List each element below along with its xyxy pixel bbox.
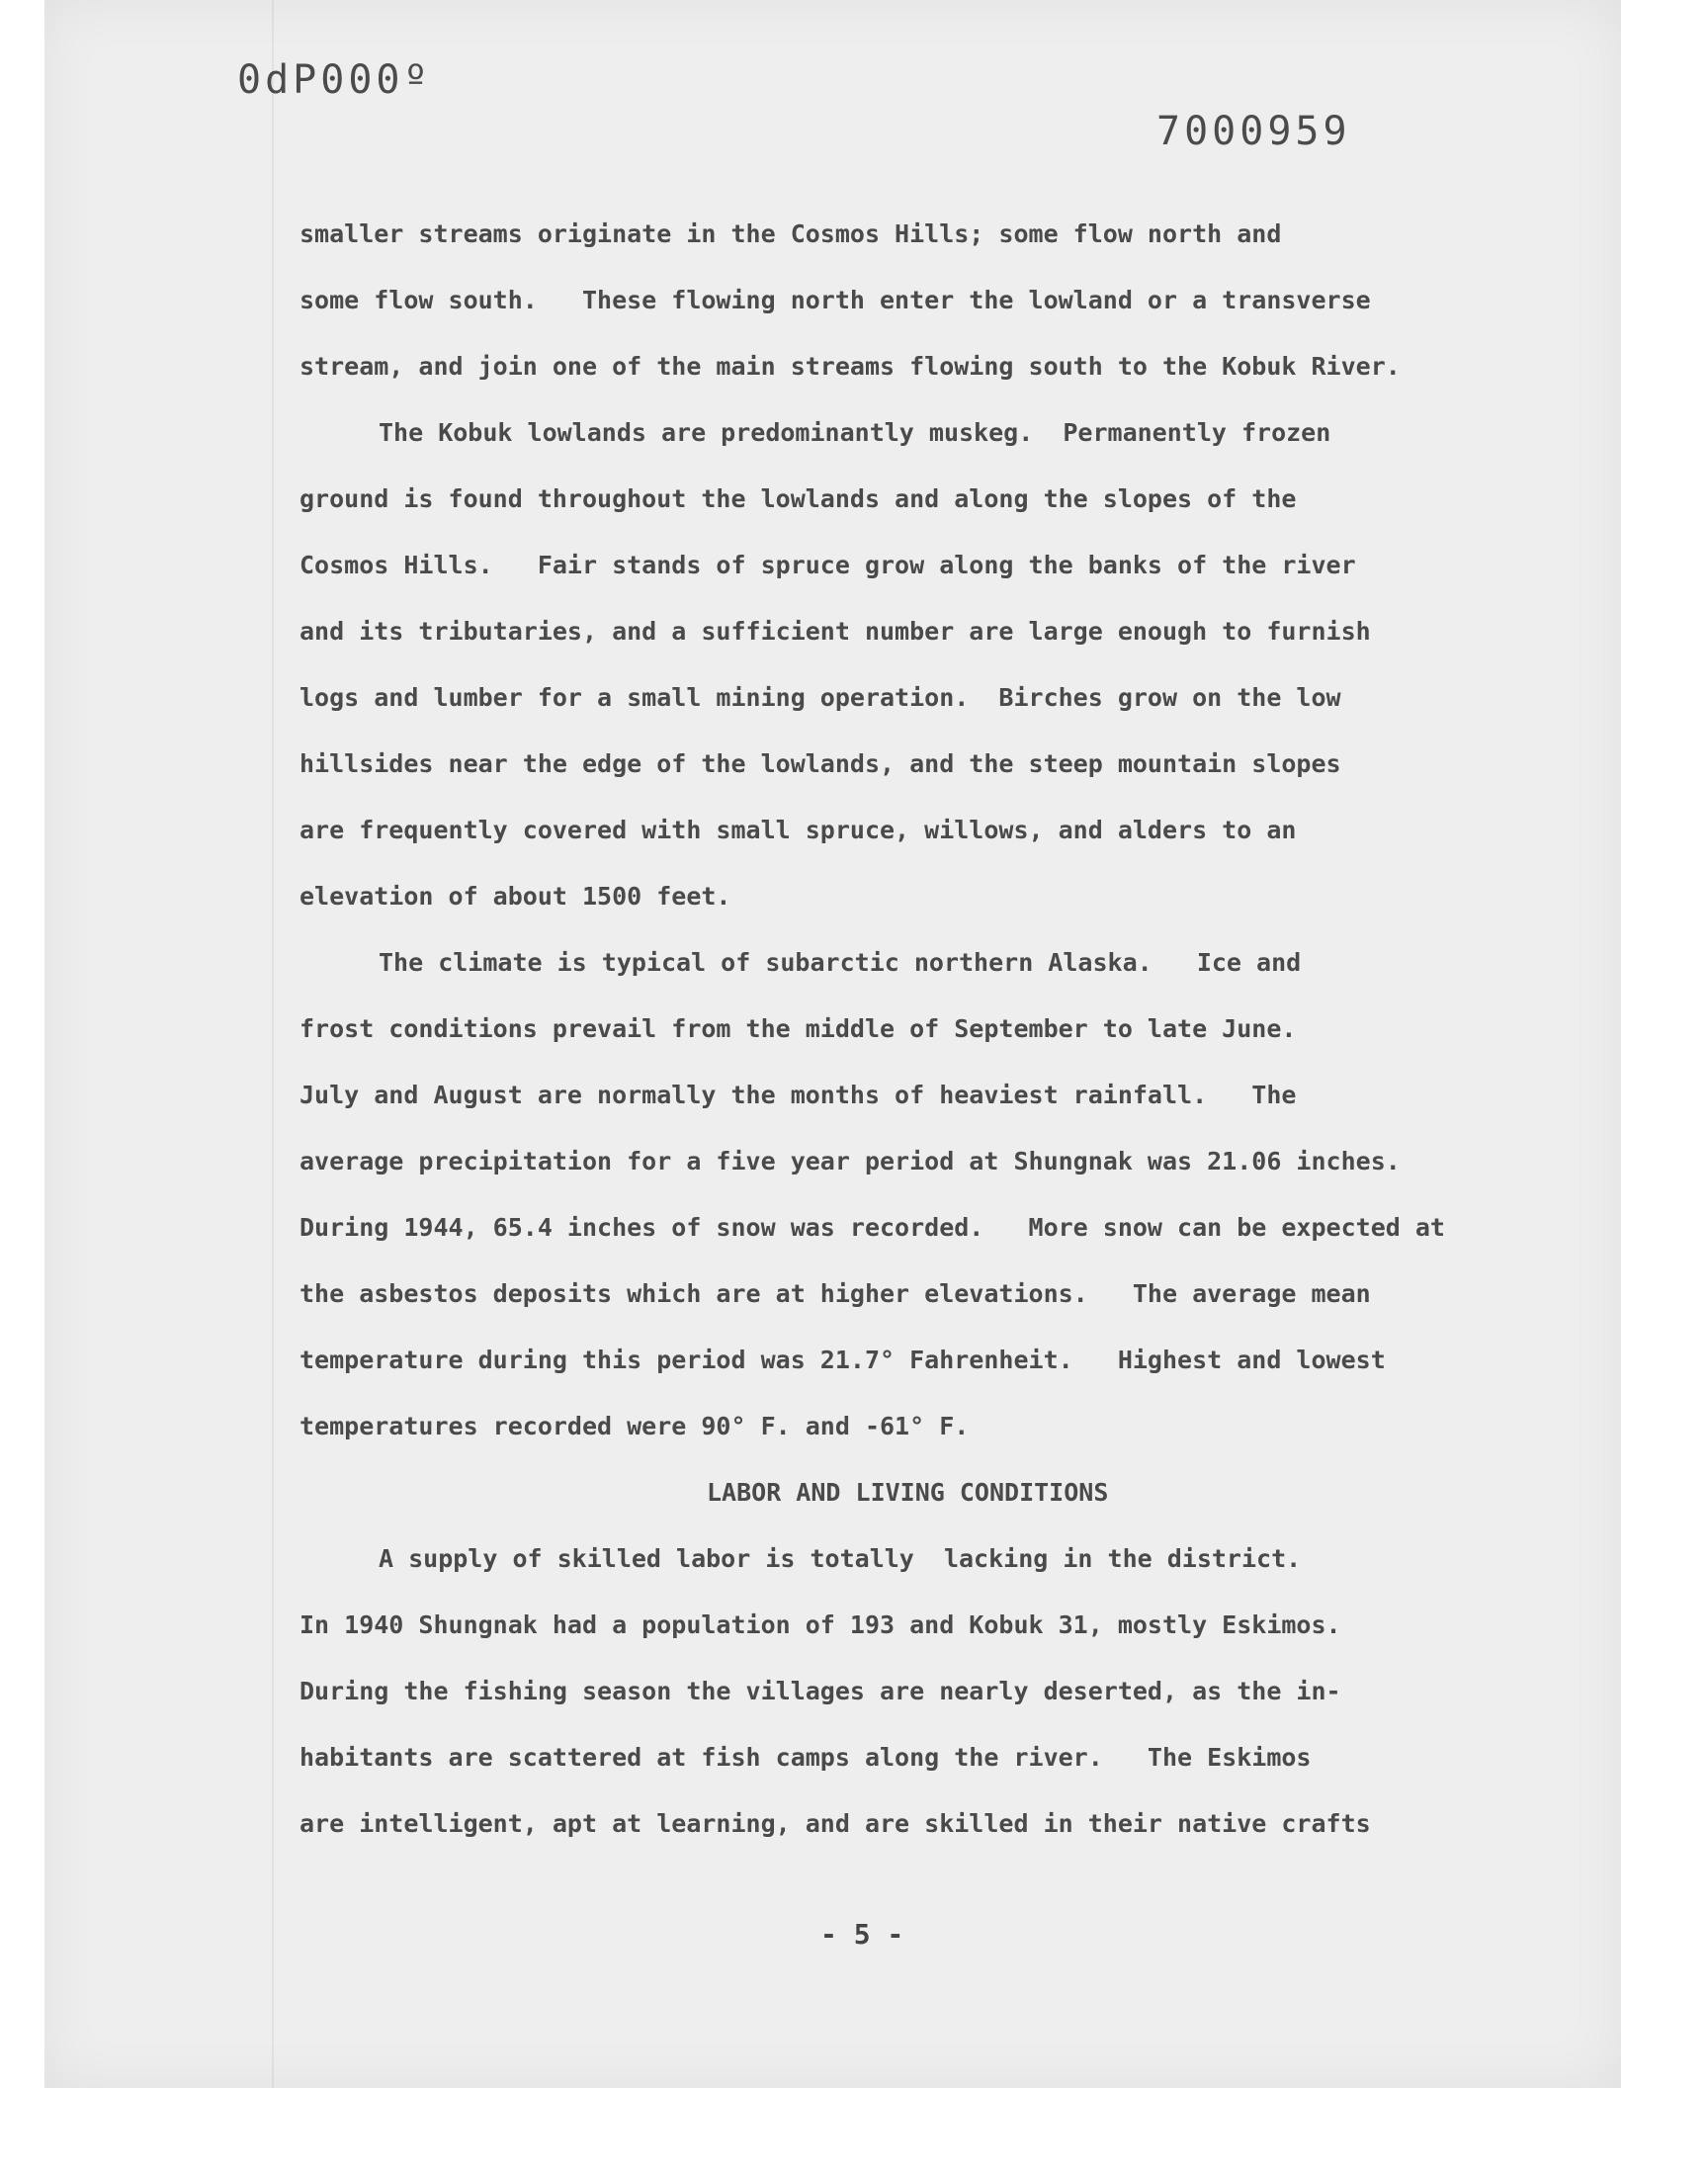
text-line: logs and lumber for a small mining operation. Birches grow on the low <box>299 683 1341 712</box>
document-body <box>299 201 1604 1857</box>
text-line: stream, and join one of the main streams flowing south to the Kobuk River. <box>299 352 1401 381</box>
text-line: Cosmos Hills. Fair stands of spruce grow along the banks of the river <box>299 551 1356 579</box>
text-line: the asbestos deposits which are at higher elevations. The average mean <box>299 1279 1371 1308</box>
text-line: some flow south. These flowing north enter the lowland or a transverse <box>299 286 1371 314</box>
text-line: hillsides near the edge of the lowlands, and the steep mountain slopes <box>299 749 1341 778</box>
text-line: frost conditions prevail from the middle of September to late June. <box>299 1014 1297 1043</box>
text-line: The Kobuk lowlands are predominantly muskeg. Permanently frozen <box>379 418 1331 447</box>
document-stamp-right: 7000959 <box>1156 109 1351 154</box>
page-fold-shadow <box>272 0 274 2088</box>
text-line: are intelligent, apt at learning, and are skilled in their native crafts <box>299 1809 1371 1838</box>
text-line: smaller streams originate in the Cosmos Hills; some flow north and <box>299 219 1282 248</box>
text-line: habitants are scattered at fish camps along the river. The Eskimos <box>299 1743 1312 1772</box>
section-heading: LABOR AND LIVING CONDITIONS <box>707 1478 1109 1507</box>
text-line: temperature during this period was 21.7° Fahrenheit. Highest and lowest <box>299 1346 1386 1374</box>
text-line: elevation of about 1500 feet. <box>299 882 731 911</box>
page-number: - 5 - <box>820 1918 904 1951</box>
text-line: A supply of skilled labor is totally lacking in the district. <box>379 1544 1302 1573</box>
text-line: temperatures recorded were 90° F. and -61° F. <box>299 1412 970 1440</box>
text-line: The climate is typical of subarctic northern Alaska. Ice and <box>379 948 1302 977</box>
text-line: and its tributaries, and a sufficient number are large enough to furnish <box>299 617 1371 646</box>
text-line: ground is found throughout the lowlands and along the slopes of the <box>299 484 1297 513</box>
text-line: average precipitation for a five year period at Shungnak was 21.06 inches. <box>299 1147 1401 1175</box>
document-stamp-left: 0dP000º <box>237 57 432 103</box>
text-line: During 1944, 65.4 inches of snow was recorded. More snow can be expected at <box>299 1213 1445 1242</box>
text-line: July and August are normally the months of heaviest rainfall. The <box>299 1081 1297 1109</box>
text-line: During the fishing season the villages are nearly deserted, as the in- <box>299 1677 1341 1705</box>
text-line: are frequently covered with small spruce, willows, and alders to an <box>299 816 1297 844</box>
text-line: In 1940 Shungnak had a population of 193 and Kobuk 31, mostly Eskimos. <box>299 1610 1341 1639</box>
